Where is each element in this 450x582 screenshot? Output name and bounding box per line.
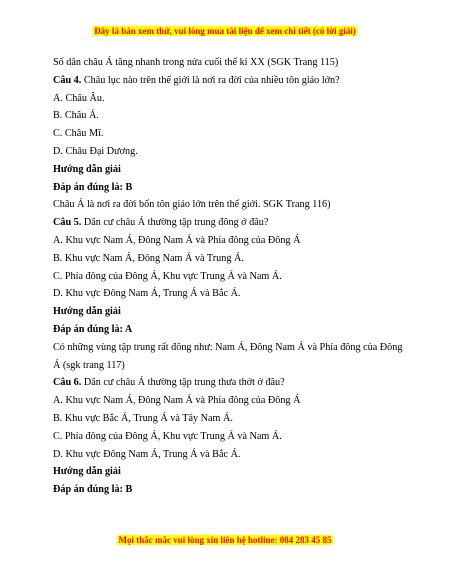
question-4-option-a: A. Châu Âu. bbox=[53, 92, 105, 104]
question-5-option-d: D. Khu vực Đông Nam Á, Trung Á và Bắc Á. bbox=[53, 288, 241, 300]
question-4-option-d: D. Châu Đại Dương. bbox=[53, 145, 138, 157]
question-6-guide-heading: Hướng dẫn giải bbox=[53, 466, 121, 478]
question-5 bbox=[53, 214, 403, 232]
question-6-option-a: A. Khu vực Nam Á, Đông Nam Á và Phía đông của Đông Á bbox=[53, 395, 301, 407]
question-5-answer: Đáp án đúng là: A bbox=[53, 323, 133, 335]
question-4-answer: Đáp án đúng là: B bbox=[53, 181, 133, 193]
question-6-option-c: C. Phía đông của Đông Á, Khu vực Trung Á và Nam Á. bbox=[53, 430, 282, 442]
question-4-text: Châu lục nào trên thế giới là nơi ra đời của nhiều tôn giáo lớn? bbox=[81, 74, 340, 86]
question-4-option-c: C. Châu Mĩ. bbox=[53, 128, 104, 140]
question-5-guide-heading: Hướng dẫn giải bbox=[53, 306, 121, 318]
hotline-footer-text: Mọi thắc mắc vui lòng xin liên hệ hotline: 084 283 45 85 bbox=[118, 535, 332, 545]
question-5-explanation: Có những vùng tập trung rất đông như: Nam Á, Đông Nam Á và Phía đông của Đông Á (sgk trang 117) bbox=[53, 341, 403, 371]
question-6-text: Dân cư châu Á thường tập trung thưa thớt ở đâu? bbox=[81, 377, 285, 389]
question-5-label: Câu 5. bbox=[53, 217, 82, 229]
question-6-answer: Đáp án đúng là: B bbox=[53, 484, 133, 496]
question-5-text: Dân cư châu Á thường tập trung đông ở đâu? bbox=[81, 217, 269, 229]
question-6 bbox=[53, 374, 403, 392]
question-4-explanation: Châu Á là nơi ra đời bốn tôn giáo lớn trên thế giới. SGK Trang 116) bbox=[53, 199, 331, 211]
question-5-option-c: C. Phía đông của Đông Á, Khu vực Trung Á và Nam Á. bbox=[53, 270, 282, 282]
preview-notice-banner bbox=[0, 26, 450, 36]
question-6-label: Câu 6. bbox=[53, 377, 82, 389]
question-6-option-d: D. Khu vực Đông Nam Á, Trung Á và Bắc Á. bbox=[53, 448, 241, 460]
question-4-guide-heading: Hướng dẫn giải bbox=[53, 163, 121, 175]
question-6-option-b: B. Khu vực Bắc Á, Trung Á và Tây Nam Á. bbox=[53, 412, 233, 424]
question-4-option-b: B. Châu Á. bbox=[53, 110, 99, 122]
question-4-label: Câu 4. bbox=[53, 74, 82, 86]
question-4 bbox=[53, 72, 403, 90]
hotline-footer-banner bbox=[0, 535, 450, 545]
question-5-option-a: A. Khu vực Nam Á, Đông Nam Á và Phía đông của Đông Á bbox=[53, 234, 301, 246]
document-body bbox=[53, 54, 403, 499]
intro-line: Số dân châu Á tăng nhanh trong nửa cuối thế kỉ XX (SGK Trang 115) bbox=[53, 57, 339, 68]
question-5-option-b: B. Khu vực Nam Á, Đông Nam Á và Trung Á. bbox=[53, 252, 244, 264]
preview-notice-text: Đây là bản xem thử, vui lòng mua tài liệu để xem chi tiết (có lời giải) bbox=[94, 26, 356, 36]
